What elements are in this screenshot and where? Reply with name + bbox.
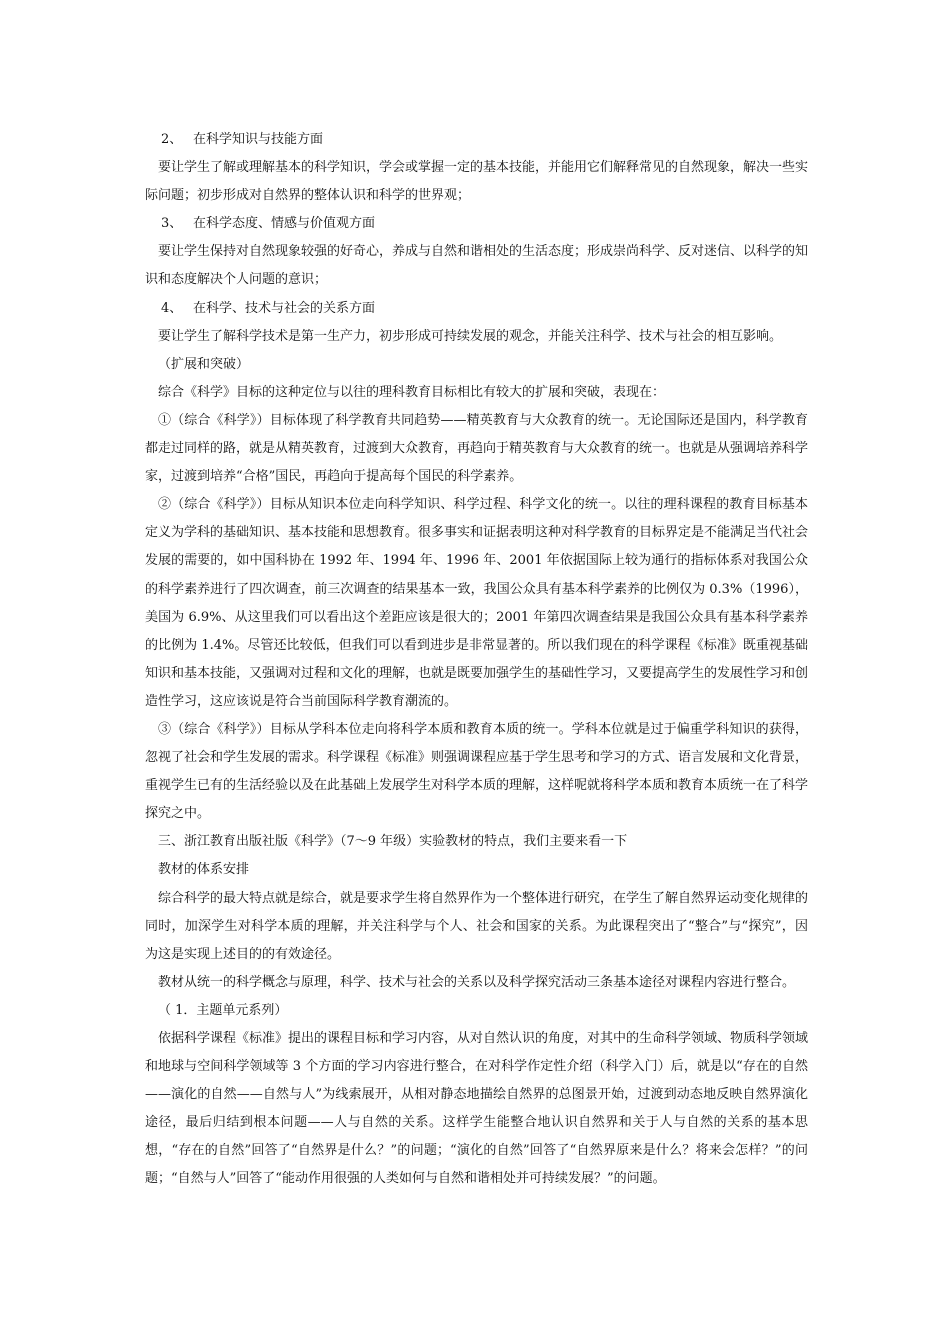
paragraph: 依据科学课程《标准》提出的课程目标和学习内容，从对自然认识的角度，对其中的生命科学领域、物质科学领域和地球与空间科学领域等 3 个方面的学习内容进行整合，在对科学作定性介绍（科学入门）后，就是以“存在的自然——演化的自然——自然与人”为线索展开，从相对静态地描绘自然界的总图景开始，过渡到动态地反映自然界演化途径，最后归结到根本问题——人与自然的关系。这样学生能整合地认识自然界和关于人与自然的关系的基本思想，“存在的自然”回答了“自然界是什么？”的问题；“演化的自然”回答了“自然界原来是什么？将来会怎样？”的问题；“自然与人”回答了“能动作用很强的人类如何与自然和谐相处并可持续发展？”的问题。 [145,1031,809,1187]
paragraph: ①（综合《科学》）目标体现了科学教育共同趋势——精英教育与大众教育的统一。无论国际还是国内，科学教育都走过同样的路，就是从精英教育，过渡到大众教育，再趋向于精英教育与大众教育的统一。也就是从强调培养科学家，过渡到培养“合格”国民，再趋向于提高每个国民的科学素养。 [145,412,809,485]
paragraph: 综合《科学》目标的这种定位与以往的理科教育目标相比有较大的扩展和突破，表现在： [158,384,666,400]
paragraph: ②（综合《科学》）目标从知识本位走向科学知识、科学过程、科学文化的统一。以往的理科课程的教育目标基本定义为学科的基础知识、基本技能和思想教育。很多事实和证据表明这种对科学教育的目标界定是不能满足当代社会发展的需要的，如中国科协在 1992 年、1994 年、1996 年、2001 年依据国际上较为通行的指标体系对我国公众的科学素养进行了四次调查，前三次调查的结果基本一致，我国公众具有基本科学素养的比例仅为 0.3%（1996），美国为 6.9%、从这里我们可以看出这个差距应该是很大的；2001 年第四次调查结果是我国公众具有基本科学素养的比例为 1.4%。尽管还比较低，但我们可以看到进步是非常显著的。所以我们现在的科学课程《标准》既重视基础知识和基本技能，又强调对过程和文化的理解，也就是既要加强学生的基础性学习，又要提高学生的发展性学习和创造性学习，这应该说是符合当前国际科学教育潮流的。 [145,497,809,709]
heading-number: 3、 [161,216,183,232]
paragraph: ③（综合《科学》）目标从学科本位走向将科学本质和教育本质的统一。学科本位就是过于偏重学科知识的获得，忽视了社会和学生发展的需求。科学课程《标准》则强调课程应基于学生思考和学习的方式、语言发展和文化背景，重视学生已有的生活经验以及在此基础上发展学生对科学本质的理解，这样呢就将科学本质和教育本质统一在了科学探究之中。 [145,721,809,822]
section-heading: 三、浙江教育出版社版《科学》（7～9 年级）实验教材的特点，我们主要来看一下 [158,834,628,850]
heading-text: 在科学态度、情感与价值观方面 [193,216,376,232]
heading-number: 4、 [161,300,183,316]
subheading: 教材的体系安排 [158,862,250,878]
section-heading-3 [145,210,808,238]
paragraph: 要让学生保持对自然现象较强的好奇心，养成与自然和谐相处的生活态度；形成崇尚科学、反对迷信、以科学的知识和态度解决个人问题的意识； [145,244,809,288]
document-body [145,126,808,1194]
paragraph: 要让学生了解科学技术是第一生产力，初步形成可持续发展的观念，并能关注科学、技术与社会的相互影响。 [158,328,783,344]
heading-number: 2、 [161,132,183,147]
paragraph: 综合科学的最大特点就是综合，就是要求学生将自然界作为一个整体进行研究，在学生了解自然界运动变化规律的同时，加深学生对科学本质的理解，并关注科学与个人、社会和国家的关系。为此课程突出了“整合”与“探究”，因为这是实现上述目的的有效途径。 [145,890,809,962]
paragraph: 要让学生了解或理解基本的科学知识，学会或掌握一定的基本技能，并能用它们解释常见的自然现象，解决一些实际问题；初步形成对自然界的整体认识和科学的世界观； [145,160,809,204]
heading-text: 在科学、技术与社会的关系方面 [193,300,376,316]
paragraph: 教材从统一的科学概念与原理，科学、技术与社会的关系以及科学探究活动三条基本途径对课程内容进行整合。 [158,974,796,990]
section-heading-2 [145,126,808,154]
subheading: （扩展和突破） [158,356,250,372]
section-heading-4 [145,295,808,323]
heading-text: 在科学知识与技能方面 [193,132,324,147]
subheading: （ 1．主题单元系列） [158,1002,288,1018]
